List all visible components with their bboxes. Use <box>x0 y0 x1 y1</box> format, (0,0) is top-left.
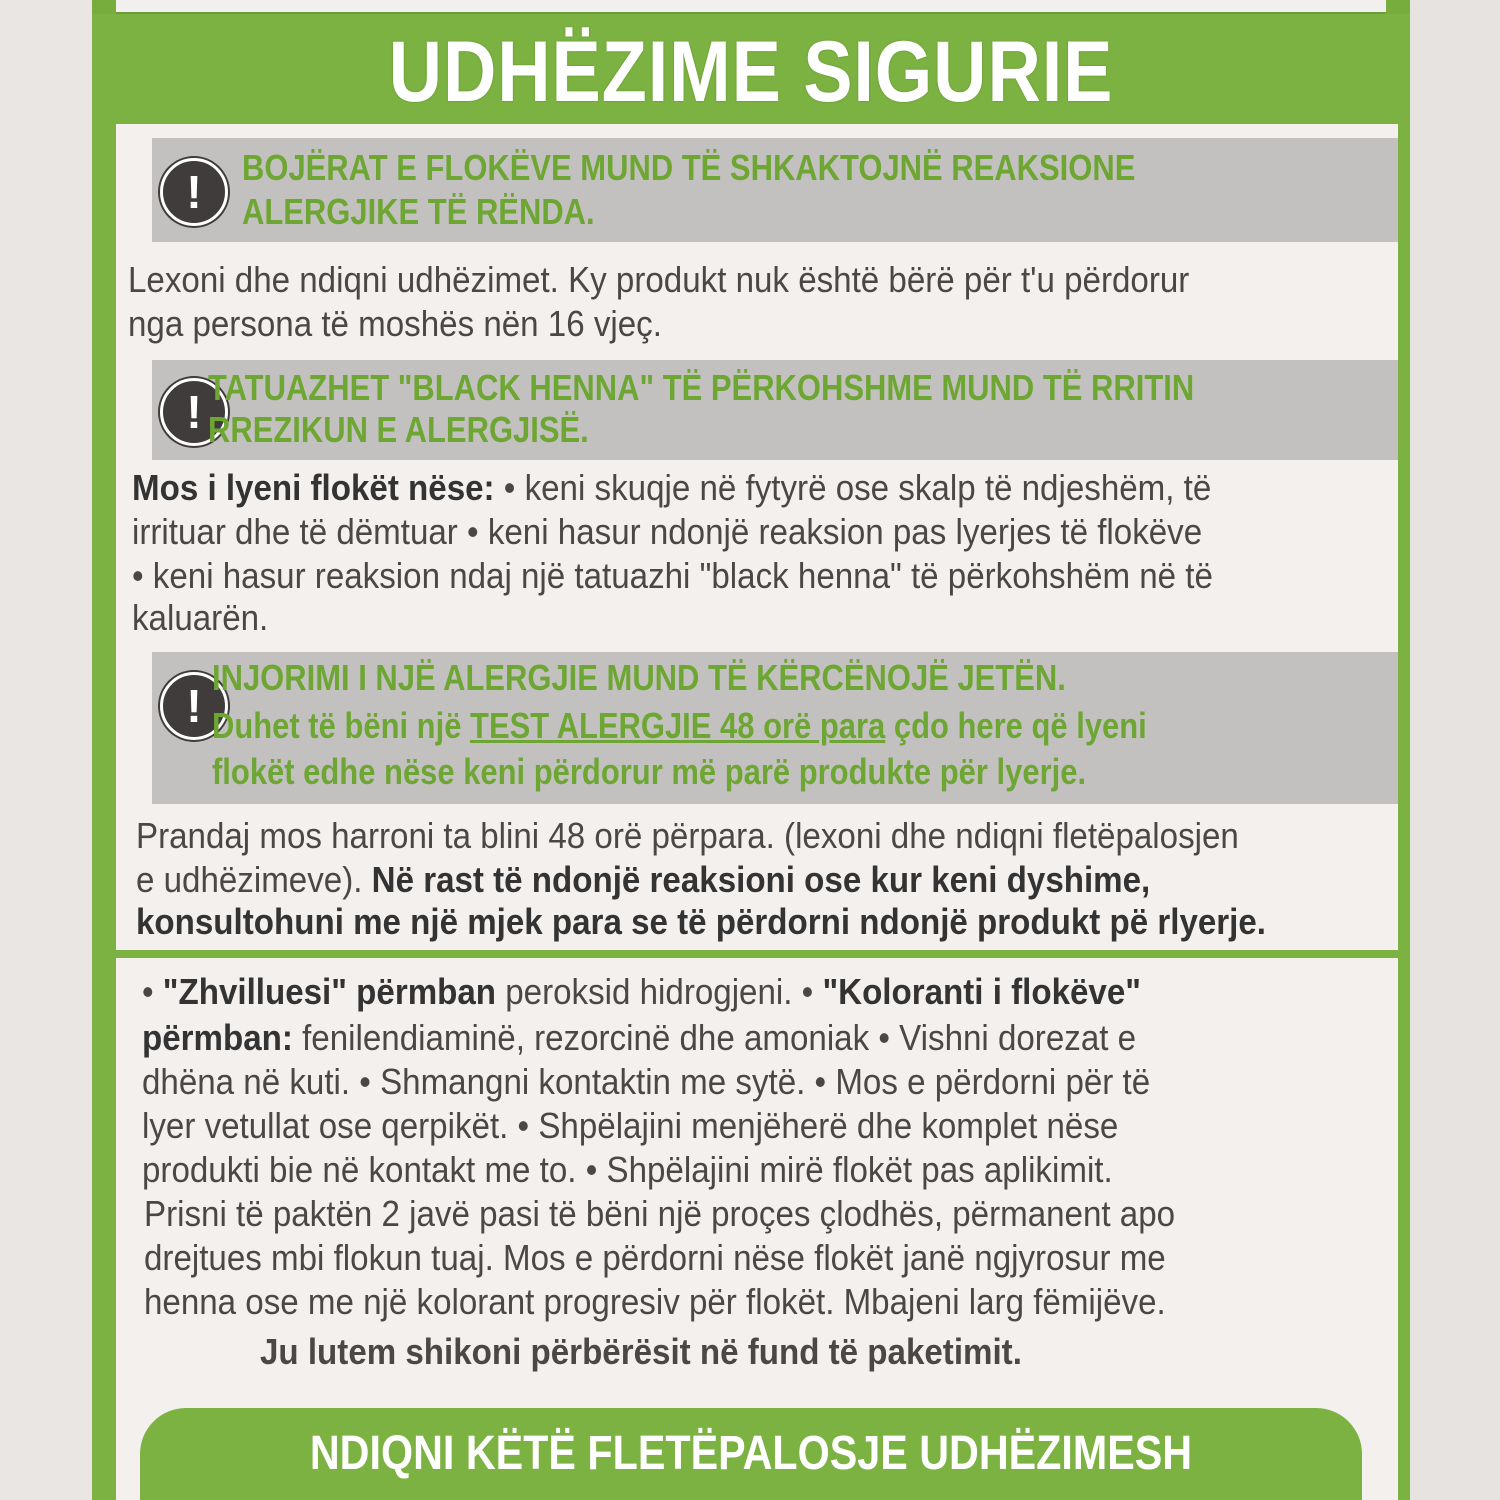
ingredients-line-3: dhëna në kuti. • Shmangni kontaktin me sytë. • Mos e përdorni për të <box>142 1061 1151 1102</box>
footer-text: NDIQNI KËTË FLETËPALOSJE UDHËZIMESH <box>309 1427 1193 1480</box>
top-strip <box>92 0 1410 14</box>
exclamation-icon: ! <box>160 378 228 446</box>
para-2-line-3: • keni hasur reaksion ndaj një tatuazhi "black henna" të përkohshëm në të <box>132 555 1213 596</box>
warning-1-line-1: BOJËRAT E FLOKËVE MUND TË SHKAKTOJNË REAKSIONE <box>242 147 1136 188</box>
package-edge-left <box>0 0 92 1500</box>
para-2-line-2: irrituar dhe të dëmtuar • keni hasur ndonjë reaksion pas lyerjes të flokëve <box>132 511 1203 552</box>
package-edge-right <box>1410 0 1500 1500</box>
para-3-line-2: e udhëzimeve). Në rast të ndonjë reaksioni ose kur keni dyshime, <box>136 859 1151 900</box>
warning-1-line-2: ALERGJIKE TË RËNDA. <box>242 191 595 232</box>
para-3-line-1: Prandaj mos harroni ta blini 48 orë përpara. (lexoni dhe ndiqni fletëpalosjen <box>136 815 1239 856</box>
allergy-test-text: TEST ALERGJIE 48 orë para <box>470 705 886 746</box>
warning-3-line-2: Duhet të bëni një TEST ALERGJIE 48 orë para çdo here që lyeni <box>212 705 1147 746</box>
exclamation-icon: ! <box>160 158 228 226</box>
warning-2-line-1: TATUAZHET "BLACK HENNA" TË PËRKOHSHME MUND TË RRITIN <box>208 367 1195 408</box>
para-2-bold-lead: Mos i lyeni flokët nëse: <box>132 467 495 508</box>
warning-band-2 <box>152 360 1398 460</box>
ingredients-line-5: produkti bie në kontakt me to. • Shpëlajini mirë flokët pas aplikimit. <box>142 1149 1113 1190</box>
ingredients-line-6: Prisni të paktën 2 javë pasi të bëni një proçes çlodhës, përmanent apo <box>144 1193 1176 1234</box>
para-1-line-1: Lexoni dhe ndiqni udhëzimet. Ky produkt nuk është bërë për t'u përdorur <box>128 259 1190 300</box>
ingredients-line-8: henna ose me një kolorant progresiv për flokët. Mbajeni larg fëmijëve. <box>144 1281 1166 1322</box>
warning-2-line-2: RREZIKUN E ALERGJISË. <box>208 409 589 450</box>
footer-banner <box>140 1408 1362 1500</box>
ingredients-line-2: përmban: fenilendiaminë, rezorcinë dhe amoniak • Vishni dorezat e <box>142 1017 1137 1058</box>
para-3-line-3: konsultohuni me një mjek para se të përdorni ndonjë produkt pë rlyerje. <box>136 901 1267 942</box>
panel-title: UDHËZIME SIGURIE <box>388 24 1114 120</box>
ingredients-line-7: drejtues mbi flokun tuaj. Mos e përdorni nëse flokët janë ngjyrosur me <box>144 1237 1166 1278</box>
exclamation-icon: ! <box>160 672 228 740</box>
safety-panel <box>92 0 1410 1500</box>
warning-band-3 <box>152 652 1398 804</box>
warnings-section <box>116 124 1398 950</box>
para-2-line-1: Mos i lyeni flokët nëse: • keni skuqje në fytyrë ose skalp të ndjeshëm, të <box>132 467 1212 508</box>
para-1-line-2: nga persona të moshës nën 16 vjeç. <box>128 303 662 344</box>
warning-band-1 <box>152 138 1398 242</box>
ingredients-line-4: lyer vetullat ose qerpikët. • Shpëlajini menjëherë dhe komplet nëse <box>142 1105 1119 1146</box>
para-2-line-4: kaluarën. <box>132 597 269 638</box>
ingredients-line-1: • "Zhvilluesi" përmban peroksid hidrogjeni. • "Koloranti i flokëve" <box>142 971 1141 1012</box>
ingredients-closing: Ju lutem shikoni përbërësit në fund të paketimit. <box>260 1331 1022 1372</box>
warning-3-line-3: flokët edhe nëse keni përdorur më parë produkte për lyerje. <box>212 751 1087 792</box>
ingredients-section <box>116 958 1398 1378</box>
warning-3-line-1: INJORIMI I NJË ALERGJIE MUND TË KËRCËNOJË JETËN. <box>212 657 1066 698</box>
